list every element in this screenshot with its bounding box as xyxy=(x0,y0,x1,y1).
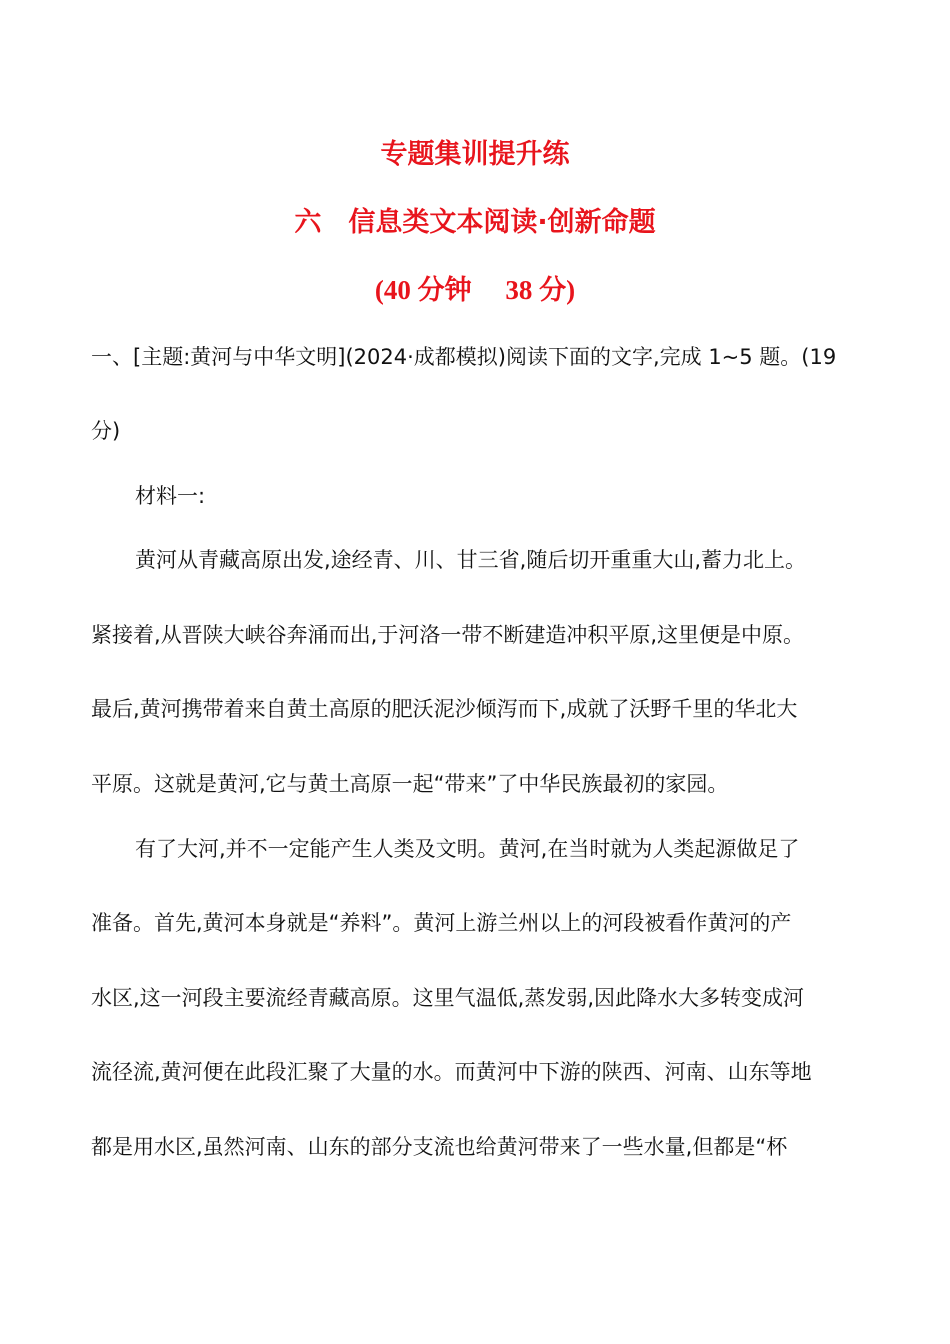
paragraph-line: 平原。这就是黄河,它与黄土高原一起“带来”了中华民族最初的家园。 xyxy=(91,772,729,796)
paragraph-line: 水区,这一河段主要流经青藏高原。这里气温低,蒸发弱,因此降水大多转变成河 xyxy=(91,986,805,1010)
paragraph-line: 都是用水区,虽然河南、山东的部分支流也给黄河带来了一些水量,但都是“杯 xyxy=(91,1135,788,1159)
paragraph-line: 最后,黄河携带着来自黄土高原的肥沃泥沙倾泻而下,成就了沃野千里的华北大 xyxy=(91,697,798,721)
section-title: 六 信息类文本阅读·创新命题 xyxy=(294,207,656,238)
series-title: 专题集训提升练 xyxy=(380,139,570,170)
material-label: 材料一: xyxy=(135,484,206,508)
paragraph-line: 有了大河,并不一定能产生人类及文明。黄河,在当时就为人类起源做足了 xyxy=(135,837,800,861)
question-intro-line-1: 一、[主题:黄河与中华文明](2024·成都模拟)阅读下面的文字,完成 1~5 题。(19 xyxy=(91,345,837,369)
paragraph-line: 准备。首先,黄河本身就是“养料”。黄河上游兰州以上的河段被看作黄河的产 xyxy=(91,911,792,935)
paragraph-line: 流径流,黄河便在此段汇聚了大量的水。而黄河中下游的陕西、河南、山东等地 xyxy=(91,1060,812,1084)
time-score-label: (40 分钟 38 分) xyxy=(374,275,576,305)
question-intro-line-2: 分) xyxy=(91,419,121,443)
paragraph-line: 紧接着,从晋陕大峡谷奔涌而出,于河洛一带不断建造冲积平原,这里便是中原。 xyxy=(91,623,805,647)
paragraph-line: 黄河从青藏高原出发,途经青、川、甘三省,随后切开重重大山,蓄力北上。 xyxy=(135,548,807,572)
